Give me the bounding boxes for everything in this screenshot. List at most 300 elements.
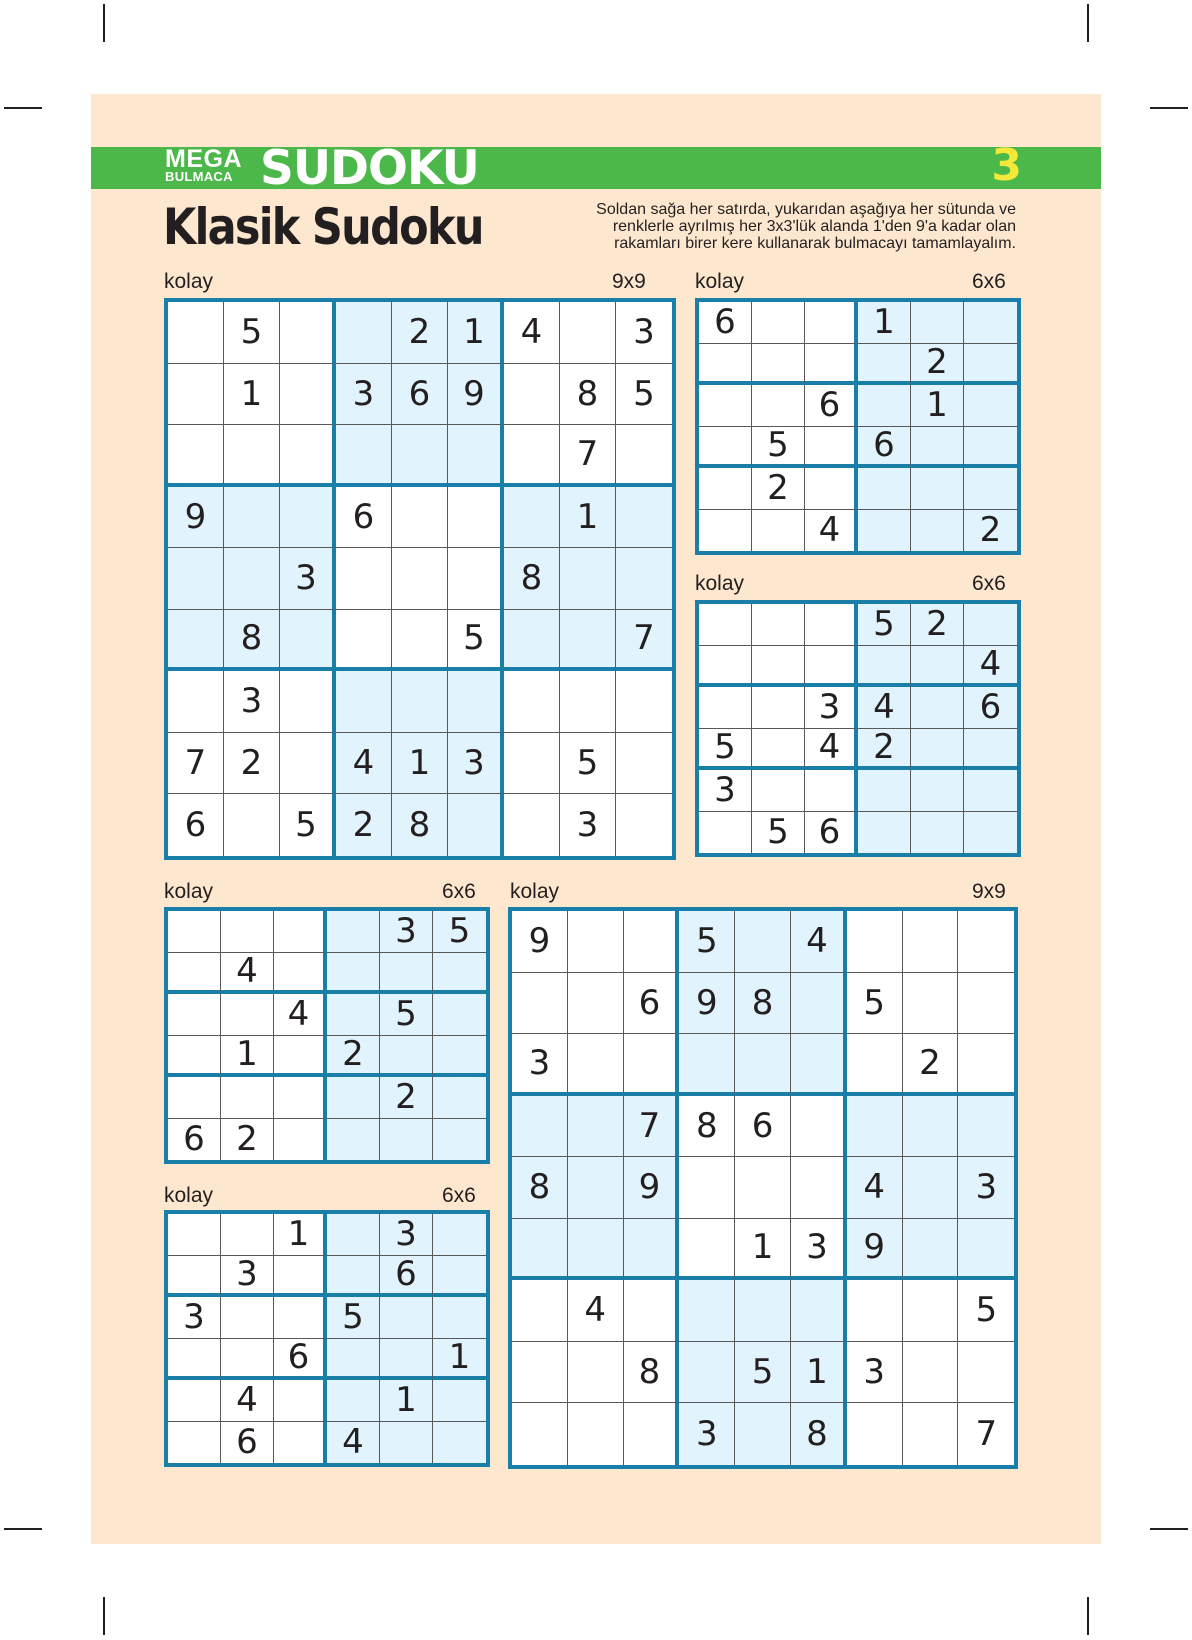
sudoku-cell[interactable] (448, 671, 504, 733)
sudoku-cell[interactable] (221, 1297, 274, 1339)
sudoku-cell[interactable] (624, 1280, 680, 1342)
sudoku-cell[interactable]: 2 (336, 794, 392, 856)
sudoku-cell[interactable] (911, 812, 964, 854)
sudoku-cell[interactable] (699, 468, 752, 510)
sudoku-cell[interactable]: 7 (616, 610, 672, 672)
sudoku-cell[interactable] (911, 770, 964, 812)
sudoku-cell[interactable]: 6 (274, 1339, 327, 1381)
sudoku-cell[interactable] (958, 1342, 1014, 1404)
sudoku-cell[interactable]: 6 (699, 302, 752, 344)
sudoku-cell[interactable] (274, 911, 327, 953)
sudoku-cell[interactable] (858, 385, 911, 427)
sudoku-cell[interactable]: 6 (805, 812, 858, 854)
sudoku-cell[interactable]: 5 (958, 1280, 1014, 1342)
sudoku-cell[interactable] (380, 1119, 433, 1161)
sudoku-cell[interactable]: 3 (380, 911, 433, 953)
sudoku-cell[interactable] (699, 687, 752, 729)
sudoku-cell[interactable]: 2 (752, 468, 805, 510)
sudoku-cell[interactable] (274, 1297, 327, 1339)
sudoku-cell[interactable] (752, 729, 805, 771)
sudoku-cell[interactable] (168, 1339, 221, 1381)
sudoku-cell[interactable] (624, 1034, 680, 1096)
sudoku-cell[interactable] (168, 1422, 221, 1464)
sudoku-cell[interactable]: 1 (224, 364, 280, 426)
sudoku-cell[interactable]: 8 (679, 1096, 735, 1158)
sudoku-cell[interactable] (847, 1096, 903, 1158)
sudoku-cell[interactable]: 7 (560, 425, 616, 487)
sudoku-cell[interactable]: 3 (805, 687, 858, 729)
sudoku-cell[interactable]: 3 (616, 302, 672, 364)
sudoku-cell[interactable] (752, 302, 805, 344)
sudoku-cell[interactable] (616, 733, 672, 795)
sudoku-cell[interactable] (699, 510, 752, 552)
sudoku-cell[interactable] (560, 671, 616, 733)
sudoku-cell[interactable] (336, 548, 392, 610)
sudoku-cell[interactable]: 4 (504, 302, 560, 364)
sudoku-cell[interactable] (448, 794, 504, 856)
sudoku-cell[interactable] (791, 1280, 847, 1342)
sudoku-cell[interactable]: 3 (699, 770, 752, 812)
sudoku-cell[interactable]: 5 (327, 1297, 380, 1339)
sudoku-cell[interactable]: 6 (735, 1096, 791, 1158)
sudoku-cell[interactable] (512, 1096, 568, 1158)
sudoku-cell[interactable] (280, 610, 336, 672)
sudoku-cell[interactable]: 6 (392, 364, 448, 426)
sudoku-cell[interactable] (221, 1077, 274, 1119)
sudoku-cell[interactable] (568, 911, 624, 973)
sudoku-cell[interactable] (327, 1339, 380, 1381)
sudoku-cell[interactable] (679, 1342, 735, 1404)
sudoku-cell[interactable] (911, 468, 964, 510)
sudoku-cell[interactable] (448, 487, 504, 549)
sudoku-cell[interactable] (964, 770, 1017, 812)
sudoku-cell[interactable] (735, 1403, 791, 1465)
sudoku-cell[interactable] (858, 344, 911, 386)
sudoku-cell[interactable] (752, 687, 805, 729)
sudoku-cell[interactable] (791, 1034, 847, 1096)
sudoku-cell[interactable] (433, 1214, 486, 1256)
sudoku-cell[interactable] (911, 646, 964, 688)
sudoku-cell[interactable] (280, 364, 336, 426)
sudoku-cell[interactable] (624, 1403, 680, 1465)
sudoku-cell[interactable] (903, 973, 959, 1035)
sudoku-cell[interactable]: 5 (679, 911, 735, 973)
sudoku-cell[interactable] (752, 385, 805, 427)
sudoku-cell[interactable]: 5 (448, 610, 504, 672)
sudoku-cell[interactable] (336, 671, 392, 733)
sudoku-cell[interactable] (568, 1157, 624, 1219)
sudoku-cell[interactable]: 8 (504, 548, 560, 610)
sudoku-cell[interactable] (224, 425, 280, 487)
sudoku-cell[interactable] (168, 953, 221, 995)
sudoku-cell[interactable] (168, 1036, 221, 1078)
sudoku-cell[interactable] (380, 1036, 433, 1078)
sudoku-cell[interactable] (168, 610, 224, 672)
sudoku-cell[interactable] (512, 973, 568, 1035)
sudoku-cell[interactable] (433, 1119, 486, 1161)
sudoku-cell[interactable]: 6 (221, 1422, 274, 1464)
sudoku-cell[interactable]: 5 (735, 1342, 791, 1404)
sudoku-cell[interactable] (221, 1339, 274, 1381)
sudoku-cell[interactable] (805, 302, 858, 344)
sudoku-cell[interactable] (327, 911, 380, 953)
sudoku-cell[interactable]: 5 (433, 911, 486, 953)
sudoku-cell[interactable]: 3 (280, 548, 336, 610)
sudoku-cell[interactable] (735, 1157, 791, 1219)
sudoku-cell[interactable] (433, 1422, 486, 1464)
sudoku-cell[interactable] (504, 487, 560, 549)
sudoku-cell[interactable]: 8 (512, 1157, 568, 1219)
sudoku-cell[interactable]: 2 (903, 1034, 959, 1096)
sudoku-cell[interactable] (168, 364, 224, 426)
sudoku-cell[interactable]: 6 (624, 973, 680, 1035)
sudoku-cell[interactable]: 3 (448, 733, 504, 795)
sudoku-cell[interactable]: 2 (964, 510, 1017, 552)
sudoku-cell[interactable]: 3 (847, 1342, 903, 1404)
sudoku-cell[interactable]: 1 (448, 302, 504, 364)
sudoku-cell[interactable] (568, 1403, 624, 1465)
sudoku-cell[interactable] (274, 953, 327, 995)
sudoku-cell[interactable] (805, 646, 858, 688)
sudoku-cell[interactable] (903, 1219, 959, 1281)
sudoku-cell[interactable] (958, 1219, 1014, 1281)
sudoku-cell[interactable] (847, 911, 903, 973)
sudoku-cell[interactable] (568, 1342, 624, 1404)
sudoku-cell[interactable]: 4 (805, 729, 858, 771)
sudoku-cell[interactable] (560, 302, 616, 364)
sudoku-cell[interactable] (964, 468, 1017, 510)
sudoku-cell[interactable] (805, 770, 858, 812)
sudoku-cell[interactable] (791, 1157, 847, 1219)
sudoku-cell[interactable]: 8 (560, 364, 616, 426)
sudoku-cell[interactable] (624, 911, 680, 973)
sudoku-cell[interactable]: 8 (392, 794, 448, 856)
sudoku-cell[interactable] (903, 1342, 959, 1404)
sudoku-cell[interactable] (752, 604, 805, 646)
sudoku-cell[interactable] (168, 302, 224, 364)
sudoku-cell[interactable] (392, 610, 448, 672)
sudoku-cell[interactable] (380, 1297, 433, 1339)
sudoku-cell[interactable]: 8 (791, 1403, 847, 1465)
sudoku-cell[interactable]: 2 (224, 733, 280, 795)
sudoku-cell[interactable] (858, 510, 911, 552)
sudoku-cell[interactable] (448, 425, 504, 487)
sudoku-cell[interactable] (679, 1280, 735, 1342)
sudoku-cell[interactable] (336, 610, 392, 672)
sudoku-cell[interactable] (964, 344, 1017, 386)
sudoku-cell[interactable] (560, 548, 616, 610)
sudoku-cell[interactable]: 5 (847, 973, 903, 1035)
sudoku-cell[interactable] (958, 1096, 1014, 1158)
sudoku-cell[interactable] (433, 1077, 486, 1119)
sudoku-cell[interactable] (911, 687, 964, 729)
sudoku-cell[interactable]: 2 (327, 1036, 380, 1078)
sudoku-cell[interactable] (735, 911, 791, 973)
sudoku-cell[interactable] (699, 427, 752, 469)
sudoku-cell[interactable] (168, 425, 224, 487)
sudoku-cell[interactable] (168, 1256, 221, 1298)
sudoku-cell[interactable]: 9 (624, 1157, 680, 1219)
sudoku-cell[interactable] (964, 729, 1017, 771)
sudoku-cell[interactable]: 4 (221, 1380, 274, 1422)
sudoku-cell[interactable]: 4 (964, 646, 1017, 688)
sudoku-cell[interactable] (568, 1034, 624, 1096)
sudoku-cell[interactable]: 1 (221, 1036, 274, 1078)
sudoku-cell[interactable] (958, 911, 1014, 973)
sudoku-cell[interactable] (392, 548, 448, 610)
sudoku-cell[interactable]: 8 (624, 1342, 680, 1404)
sudoku-cell[interactable] (280, 671, 336, 733)
sudoku-cell[interactable] (858, 812, 911, 854)
sudoku-cell[interactable] (911, 510, 964, 552)
sudoku-cell[interactable]: 3 (168, 1297, 221, 1339)
sudoku-cell[interactable] (380, 953, 433, 995)
sudoku-cell[interactable]: 6 (964, 687, 1017, 729)
sudoku-cell[interactable] (752, 646, 805, 688)
sudoku-cell[interactable] (433, 1256, 486, 1298)
sudoku-cell[interactable]: 4 (858, 687, 911, 729)
sudoku-cell[interactable]: 5 (699, 729, 752, 771)
sudoku-cell[interactable] (327, 1380, 380, 1422)
sudoku-cell[interactable]: 1 (274, 1214, 327, 1256)
sudoku-cell[interactable]: 9 (679, 973, 735, 1035)
sudoku-cell[interactable] (280, 425, 336, 487)
sudoku-cell[interactable] (911, 302, 964, 344)
sudoku-cell[interactable] (221, 1214, 274, 1256)
sudoku-cell[interactable] (616, 425, 672, 487)
sudoku-cell[interactable]: 7 (975, 1413, 998, 1454)
sudoku-cell[interactable]: 4 (805, 510, 858, 552)
sudoku-cell[interactable] (327, 1119, 380, 1161)
sudoku-cell[interactable] (735, 1280, 791, 1342)
sudoku-cell[interactable]: 1 (911, 385, 964, 427)
sudoku-cell[interactable] (616, 487, 672, 549)
sudoku-cell[interactable] (336, 302, 392, 364)
sudoku-cell[interactable]: 4 (847, 1157, 903, 1219)
sudoku-cell[interactable]: 3 (224, 671, 280, 733)
sudoku-cell[interactable] (964, 427, 1017, 469)
sudoku-cell[interactable]: 3 (336, 364, 392, 426)
sudoku-cell[interactable] (224, 548, 280, 610)
sudoku-cell[interactable] (512, 1219, 568, 1281)
sudoku-cell[interactable]: 5 (380, 994, 433, 1036)
sudoku-cell[interactable] (805, 427, 858, 469)
sudoku-cell[interactable] (327, 1256, 380, 1298)
sudoku-cell[interactable]: 6 (168, 794, 224, 856)
sudoku-cell[interactable] (504, 733, 560, 795)
sudoku-cell[interactable] (624, 1219, 680, 1281)
sudoku-cell[interactable]: 3 (221, 1256, 274, 1298)
sudoku-cell[interactable]: 8 (224, 610, 280, 672)
sudoku-cell[interactable]: 6 (805, 385, 858, 427)
sudoku-cell[interactable] (847, 1403, 903, 1465)
sudoku-cell[interactable] (274, 1256, 327, 1298)
sudoku-cell[interactable] (274, 1077, 327, 1119)
sudoku-cell[interactable] (433, 994, 486, 1036)
sudoku-cell[interactable] (168, 1077, 221, 1119)
sudoku-cell[interactable]: 5 (280, 794, 336, 856)
sudoku-cell[interactable]: 5 (858, 604, 911, 646)
sudoku-cell[interactable] (616, 671, 672, 733)
sudoku-cell[interactable] (512, 1342, 568, 1404)
sudoku-cell[interactable]: 3 (679, 1403, 735, 1465)
sudoku-cell[interactable] (752, 510, 805, 552)
sudoku-cell[interactable] (805, 468, 858, 510)
sudoku-cell[interactable]: 2 (221, 1119, 274, 1161)
sudoku-cell[interactable] (616, 548, 672, 610)
sudoku-cell[interactable] (327, 994, 380, 1036)
sudoku-cell[interactable] (560, 610, 616, 672)
sudoku-cell[interactable]: 8 (735, 973, 791, 1035)
sudoku-cell[interactable] (964, 302, 1017, 344)
sudoku-cell[interactable] (958, 973, 1014, 1035)
sudoku-cell[interactable] (392, 425, 448, 487)
sudoku-cell[interactable] (858, 646, 911, 688)
sudoku-cell[interactable] (168, 548, 224, 610)
sudoku-cell[interactable]: 5 (616, 364, 672, 426)
sudoku-cell[interactable] (274, 1380, 327, 1422)
sudoku-cell[interactable] (274, 1036, 327, 1078)
sudoku-cell[interactable] (679, 1219, 735, 1281)
sudoku-cell[interactable] (380, 1339, 433, 1381)
sudoku-cell[interactable] (964, 812, 1017, 854)
sudoku-cell[interactable] (433, 1297, 486, 1339)
sudoku-cell[interactable] (168, 994, 221, 1036)
sudoku-cell[interactable] (911, 729, 964, 771)
sudoku-cell[interactable] (448, 548, 504, 610)
sudoku-cell[interactable] (504, 671, 560, 733)
sudoku-cell[interactable] (392, 487, 448, 549)
sudoku-cell[interactable]: 9 (847, 1219, 903, 1281)
sudoku-cell[interactable] (805, 344, 858, 386)
sudoku-cell[interactable]: 2 (911, 344, 964, 386)
sudoku-cell[interactable] (679, 1034, 735, 1096)
sudoku-cell[interactable] (964, 385, 1017, 427)
sudoku-cell[interactable] (274, 1422, 327, 1464)
sudoku-cell[interactable] (858, 468, 911, 510)
sudoku-cell[interactable]: 3 (380, 1214, 433, 1256)
sudoku-cell[interactable]: 4 (274, 994, 327, 1036)
sudoku-cell[interactable] (280, 487, 336, 549)
sudoku-cell[interactable]: 3 (791, 1219, 847, 1281)
sudoku-cell[interactable]: 5 (224, 302, 280, 364)
sudoku-cell[interactable] (568, 1219, 624, 1281)
sudoku-cell[interactable] (964, 604, 1017, 646)
sudoku-cell[interactable] (221, 994, 274, 1036)
sudoku-cell[interactable] (847, 1280, 903, 1342)
sudoku-cell[interactable] (433, 1380, 486, 1422)
sudoku-cell[interactable] (280, 733, 336, 795)
sudoku-cell[interactable]: 7 (168, 733, 224, 795)
sudoku-cell[interactable]: 9 (168, 487, 224, 549)
sudoku-cell[interactable]: 6 (336, 487, 392, 549)
sudoku-cell[interactable] (336, 425, 392, 487)
sudoku-cell[interactable] (512, 1403, 568, 1465)
sudoku-cell[interactable] (380, 1422, 433, 1464)
sudoku-cell[interactable] (699, 646, 752, 688)
sudoku-cell[interactable] (274, 1119, 327, 1161)
sudoku-cell[interactable] (504, 794, 560, 856)
sudoku-cell[interactable]: 5 (560, 733, 616, 795)
sudoku-cell[interactable] (903, 1280, 959, 1342)
sudoku-cell[interactable] (699, 344, 752, 386)
sudoku-cell[interactable]: 2 (858, 729, 911, 771)
sudoku-cell[interactable] (903, 1096, 959, 1158)
sudoku-cell[interactable] (858, 770, 911, 812)
sudoku-cell[interactable] (791, 1096, 847, 1158)
sudoku-cell[interactable] (568, 973, 624, 1035)
sudoku-cell[interactable] (280, 302, 336, 364)
sudoku-cell[interactable] (504, 364, 560, 426)
sudoku-cell[interactable]: 9 (448, 364, 504, 426)
sudoku-cell[interactable] (168, 911, 221, 953)
sudoku-cell[interactable]: 6 (380, 1256, 433, 1298)
sudoku-cell[interactable] (735, 1034, 791, 1096)
sudoku-cell[interactable]: 4 (327, 1422, 380, 1464)
sudoku-cell[interactable]: 1 (380, 1380, 433, 1422)
sudoku-cell[interactable]: 1 (560, 487, 616, 549)
sudoku-cell[interactable] (327, 1214, 380, 1256)
sudoku-cell[interactable] (699, 604, 752, 646)
sudoku-cell[interactable]: 1 (858, 302, 911, 344)
sudoku-cell[interactable] (752, 770, 805, 812)
sudoku-cell[interactable]: 2 (911, 604, 964, 646)
sudoku-cell[interactable] (221, 911, 274, 953)
sudoku-cell[interactable] (699, 812, 752, 854)
sudoku-cell[interactable] (224, 794, 280, 856)
sudoku-cell[interactable] (327, 953, 380, 995)
sudoku-cell[interactable] (911, 427, 964, 469)
sudoku-cell[interactable]: 4 (221, 953, 274, 995)
sudoku-cell[interactable]: 7 (624, 1096, 680, 1158)
sudoku-cell[interactable] (958, 1034, 1014, 1096)
sudoku-cell[interactable]: 4 (791, 911, 847, 973)
sudoku-cell[interactable]: 1 (735, 1219, 791, 1281)
sudoku-cell[interactable] (433, 953, 486, 995)
sudoku-cell[interactable]: 1 (433, 1339, 486, 1381)
sudoku-cell[interactable] (392, 671, 448, 733)
sudoku-cell[interactable]: 1 (791, 1342, 847, 1404)
sudoku-cell[interactable]: 2 (392, 302, 448, 364)
sudoku-cell[interactable]: 6 (168, 1119, 221, 1161)
sudoku-cell[interactable] (168, 671, 224, 733)
sudoku-cell[interactable]: 3 (958, 1157, 1014, 1219)
sudoku-cell[interactable]: 4 (336, 733, 392, 795)
sudoku-cell[interactable] (699, 385, 752, 427)
sudoku-cell[interactable] (224, 487, 280, 549)
sudoku-cell[interactable] (805, 604, 858, 646)
sudoku-cell[interactable]: 1 (392, 733, 448, 795)
sudoku-cell[interactable]: 3 (512, 1034, 568, 1096)
sudoku-cell[interactable] (752, 344, 805, 386)
sudoku-cell[interactable]: 9 (512, 911, 568, 973)
sudoku-cell[interactable]: 4 (568, 1280, 624, 1342)
sudoku-cell[interactable] (568, 1096, 624, 1158)
sudoku-cell[interactable] (679, 1157, 735, 1219)
sudoku-cell[interactable] (327, 1077, 380, 1119)
sudoku-cell[interactable]: 5 (752, 427, 805, 469)
sudoku-cell[interactable] (903, 1403, 959, 1465)
sudoku-cell[interactable] (504, 610, 560, 672)
sudoku-cell[interactable]: 5 (752, 812, 805, 854)
sudoku-cell[interactable] (512, 1280, 568, 1342)
sudoku-cell[interactable] (847, 1034, 903, 1096)
sudoku-cell[interactable] (168, 1214, 221, 1256)
sudoku-cell[interactable]: 2 (380, 1077, 433, 1119)
sudoku-cell[interactable] (616, 794, 672, 856)
sudoku-cell[interactable] (903, 911, 959, 973)
sudoku-cell[interactable]: 3 (560, 794, 616, 856)
